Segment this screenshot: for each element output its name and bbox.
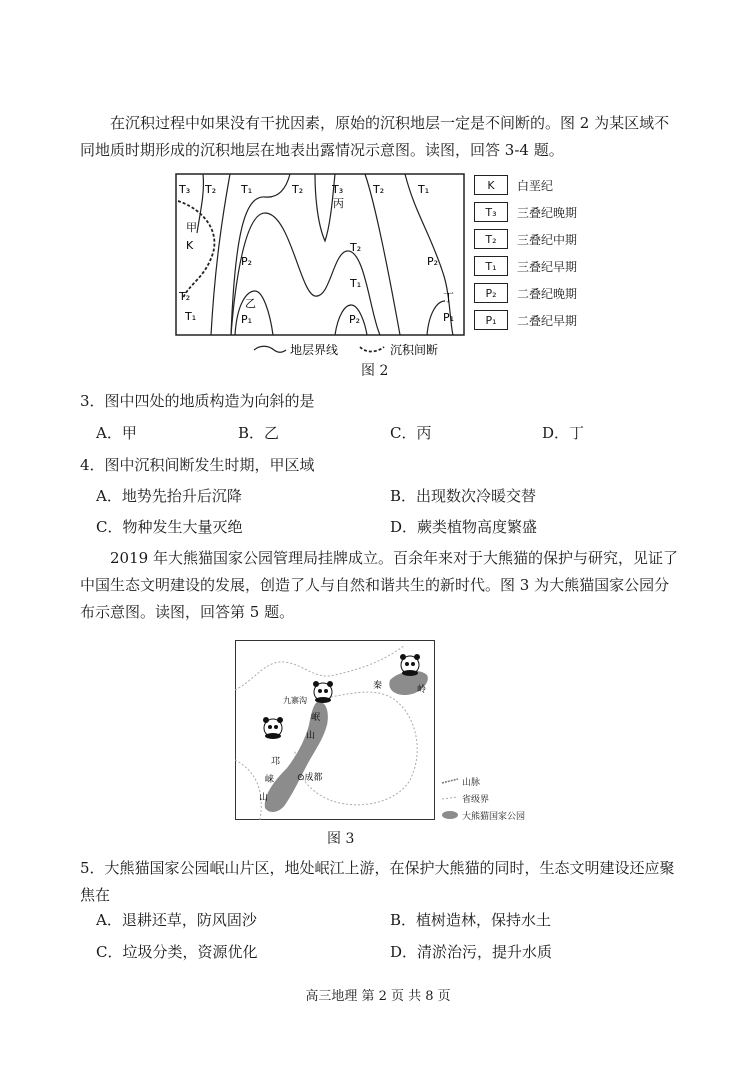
question-3-stem: 3．图中四处的地质构造为向斜的是 [80,392,315,410]
label-p2-a: P₂ [241,255,253,268]
figure-3-caption: 图 3 [327,831,355,847]
question-5-stem: 5．大熊猫国家公园岷山片区，地处岷江上游，在保护大熊猫的同时，生态文明建设还应聚焦在 [80,859,675,904]
legend-text: 三叠纪早期 [517,260,578,274]
question-4-stem: 4．图中沉积间断发生时期，甲区域 [80,456,315,474]
legend-symbol: P₂ [474,283,508,303]
legend-row [474,283,614,305]
legend-text: 白垩纪 [517,179,554,193]
legend-row [474,229,614,251]
label-t2-left: T₂ [205,183,217,196]
legend-row [474,202,614,224]
figure-3-map [235,640,435,820]
legend-symbol: P₁ [474,310,508,330]
label-t1-mid: T₁ [350,277,362,290]
q4-option-b: B．出现数次冷暖交替 [390,487,537,505]
label-qiong: 邛 [271,757,281,767]
label-p1-right: P₁ [443,311,455,324]
q3-option-a: A．甲 [96,424,137,442]
legend-row [474,310,614,332]
label-min: 岷 [311,713,321,723]
label-jiuzhaigou: 九寨沟 [283,696,307,705]
legend-mountain: 山脉 [462,778,481,788]
label-yi: 乙 [245,297,256,310]
panda-icon [400,654,420,676]
page-footer: 高三地理 第 2 页 共 8 页 [305,989,451,1004]
figure-2-caption: 图 2 [361,363,389,379]
q3-option-c: C．丙 [390,424,432,442]
label-t1-d: T₁ [418,183,430,196]
label-p2-low: P₂ [349,313,361,326]
legend-text: 三叠纪晚期 [517,206,578,220]
label-t2-mid: T₂ [350,241,362,254]
figure-3-legend-symbols [440,775,460,825]
figure-2-geologic-map [175,173,465,336]
label-t3-mid: T₃ [332,183,344,196]
intro-paragraph-1: 在沉积过程中如果没有干扰因素，原始的沉积地层一定是不间断的。图 2 为某区域不同地质时期形成的沉积地层在地表出露情况示意图。读图，回答 3-4 题。 [80,114,670,159]
legend-symbol: K [474,175,508,195]
label-lai: 崃 [265,775,275,785]
panda-icon [313,681,333,703]
figure-2-line-legend [250,341,480,359]
label-p2-right: P₂ [427,255,439,268]
legend-park: 大熊猫国家公园 [462,812,526,822]
q3-option-d: D．丁 [542,424,585,442]
label-qin: 秦 [373,681,383,691]
legend-boundary-text: 地层界线 [290,343,339,357]
legend-row [474,256,614,278]
label-t1-a: T₁ [241,183,253,196]
legend-gap-text: 沉积间断 [390,343,439,357]
legend-text: 二叠纪晚期 [517,287,578,301]
legend-symbol: T₃ [474,202,508,222]
q4-option-c: C．物种发生大量灭绝 [96,518,243,536]
q4-option-d: D．蕨类植物高度繁盛 [390,518,538,536]
label-k: K [186,239,194,252]
q5-option-b: B．植树造林，保持水土 [390,911,552,929]
label-t2-c: T₂ [373,183,385,196]
label-t1-low: T₁ [185,310,197,323]
q5-option-c: C．垃圾分类，资源优化 [96,943,258,961]
label-chengdu: ⊙成都 [297,773,323,783]
label-ling: 岭 [417,685,427,695]
label-shan2: 山 [259,793,269,803]
legend-symbol: T₁ [474,256,508,276]
legend-province: 省级界 [462,795,490,805]
label-shan: 山 [306,731,316,741]
legend-text: 二叠纪早期 [517,314,578,328]
label-p1-a: P₁ [241,313,253,326]
legend-row [474,175,614,197]
q5-option-d: D．清淤治污，提升水质 [390,943,553,961]
panda-icon [263,717,283,739]
label-bing: 丙 [333,197,344,210]
label-jia: 甲 [186,221,197,234]
label-t2-b: T₂ [292,183,304,196]
q4-option-a: A．地势先抬升后沉降 [96,487,242,505]
intro-paragraph-2: 2019 年大熊猫国家公园管理局挂牌成立。百余年来对于大熊猫的保护与研究，见证了中国生态文明建设的发展，创造了人与自然和谐共生的新时代。图 3 为大熊猫国家公园分布示意图。读图，回答第 5 题。 [80,549,678,621]
legend-symbol: T₂ [474,229,508,249]
q3-option-b: B．乙 [238,424,280,442]
label-t2-low: T₂ [179,290,191,303]
q5-option-a: A．退耕还草，防风固沙 [96,911,257,929]
label-t3-left: T₃ [179,183,191,196]
label-ding: 丁 [443,291,454,304]
legend-text: 三叠纪中期 [517,233,578,247]
